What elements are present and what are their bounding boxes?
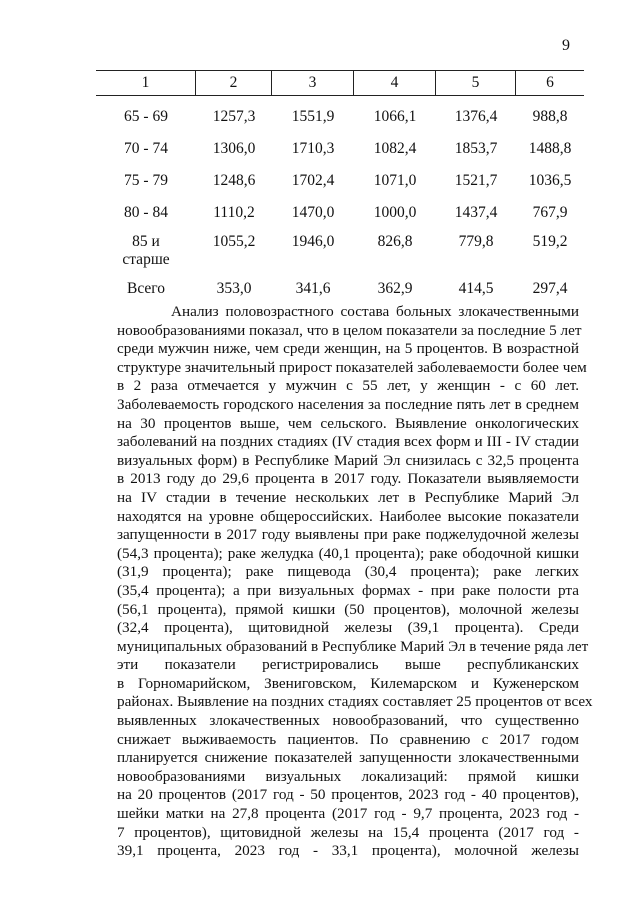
- paragraph-line: находятся на уровне общероссийских. Наиболее высокие показатели: [117, 507, 579, 525]
- age-group-cell: 75 - 79: [124, 172, 168, 189]
- paragraph-line: шейки матки на 27,8 процента (2017 год - 9,7 процента, 2023 год -: [117, 805, 579, 823]
- table-cell: 1702,4: [291, 172, 335, 189]
- paragraph-line: в 2013 году до 29,6 процента в 2017 году. Показатели выявляемости: [117, 470, 579, 488]
- table-cell: 1257,3: [212, 108, 256, 125]
- paragraph-line: выявленных злокачественных новообразований, что существенно: [117, 712, 579, 730]
- table-cell: 1110,2: [213, 204, 255, 221]
- column-header: 1: [96, 71, 196, 95]
- paragraph-line: (31,9 процента); раке пищевода (30,4 процента); раке легких: [117, 563, 579, 581]
- table-cell: 1248,6: [212, 172, 256, 189]
- paragraph-line: на 30 процентов выше, чем сельского. Выявление онкологических: [117, 414, 579, 432]
- table-cell: 1521,7: [454, 172, 498, 189]
- table-cell: 1551,9: [291, 108, 335, 125]
- table-cell: 826,8: [377, 233, 413, 250]
- table-cell: 1470,0: [291, 204, 335, 221]
- table-header-row: [96, 70, 584, 96]
- table-cell: 988,8: [532, 108, 568, 125]
- table-cell: 1036,5: [528, 172, 572, 189]
- table-cell: 767,9: [532, 204, 568, 221]
- incidence-table: [96, 70, 584, 297]
- table-cell: 1082,4: [373, 140, 417, 157]
- paragraph-line: (35,4 процента); а при визуальных формах - при раке полости рта: [117, 581, 579, 599]
- paragraph-line: (56,1 процента), прямой кишки (50 процентов), молочной железы: [117, 600, 579, 618]
- paragraph-line: районах. Выявление на поздних стадиях составляет 25 процентов от всех: [117, 693, 593, 711]
- table-cell: 1055,2: [212, 233, 256, 250]
- table-row: [96, 108, 584, 126]
- table-row: [96, 140, 584, 158]
- age-group-cell: Всего: [126, 280, 165, 297]
- column-header: 5: [436, 71, 516, 95]
- column-header: 3: [272, 71, 354, 95]
- table-cell: 779,8: [458, 233, 494, 250]
- table-cell: 353,0: [216, 280, 252, 297]
- table-cell: 1376,4: [454, 108, 498, 125]
- paragraph-line: заболеваний на поздних стадиях (IV стадия всех форм и III - IV стадии: [117, 433, 579, 451]
- column-header: 6: [546, 74, 554, 91]
- paragraph-line: Анализ половозрастного состава больных злокачественными: [171, 303, 579, 320]
- table-cell: 519,2: [532, 233, 568, 250]
- paragraph-line: эти показатели регистрировались выше республиканских: [117, 656, 579, 674]
- paragraph-line: на 20 процентов (2017 год - 50 процентов, 2023 год - 40 процентов),: [117, 786, 579, 804]
- table-cell: 1306,0: [212, 140, 256, 157]
- paragraph-line: (32,4 процента), щитовидной железы (39,1 процента). Среди: [117, 619, 579, 637]
- table-row: [96, 280, 584, 298]
- age-group-cell: 80 - 84: [124, 204, 168, 221]
- page-number: 9: [562, 37, 570, 54]
- table-row: [96, 233, 584, 269]
- table-cell: 414,5: [458, 280, 494, 297]
- paragraph-line: запущенности в 2017 году выявлены при раке поджелудочной железы: [117, 526, 579, 544]
- table-cell: 1710,3: [291, 140, 335, 157]
- paragraph-line: визуальных форм) в Республике Марий Эл снизилась с 32,5 процента: [117, 451, 579, 469]
- age-group-label-line2: старше: [122, 251, 170, 268]
- paragraph-line: снижает выживаемость пациентов. По сравнению с 2017 годом: [117, 730, 579, 748]
- table-cell: 362,9: [377, 280, 413, 297]
- age-group-cell: 70 - 74: [124, 140, 168, 157]
- table-row: [96, 204, 584, 222]
- column-header: 4: [354, 71, 436, 95]
- table-cell: 341,6: [295, 280, 331, 297]
- age-group-cell: 65 - 69: [124, 108, 168, 125]
- paragraph-line: 7 процентов), щитовидной железы на 15,4 процента (2017 год -: [117, 823, 579, 841]
- table-cell: 1437,4: [454, 204, 498, 221]
- table-cell: 297,4: [532, 280, 568, 297]
- paragraph-line: структуре значительный прирост показателей заболеваемости более чем: [117, 358, 587, 376]
- paragraph-line: Заболеваемость городского населения за последние пять лет в среднем: [117, 395, 579, 413]
- paragraph-line: 39,1 процента, 2023 год - 33,1 процента), молочной железы: [117, 842, 579, 860]
- paragraph-line: на IV стадии в течение нескольких лет в Республике Марий Эл: [117, 488, 579, 506]
- paragraph-line: новообразованиями показал, что в целом показатели за последние 5 лет: [117, 321, 582, 339]
- paragraph-line: муниципальных образований в Республике Марий Эл в течение ряда лет: [117, 637, 589, 655]
- age-group-cell: [96, 233, 196, 269]
- table-cell: 1000,0: [373, 204, 417, 221]
- age-group-label-line1: 85 и: [132, 233, 160, 250]
- table-cell: 1066,1: [373, 108, 417, 125]
- table-cell: 1488,8: [528, 140, 572, 157]
- paragraph-line: (54,3 процента); раке желудка (40,1 процента); раке ободочной кишки: [117, 544, 579, 562]
- paragraph-line: среди мужчин ниже, чем среди женщин, на 5 процентов. В возрастной: [117, 340, 579, 358]
- paragraph-line: в 2 раза отмечается у мужчин с 55 лет, у женщин - с 60 лет.: [117, 377, 579, 395]
- table-row: [96, 172, 584, 190]
- paragraph-line: новообразованиями визуальных локализаций: прямой кишки: [117, 767, 579, 785]
- table-cell: 1946,0: [291, 233, 335, 250]
- table-cell: 1853,7: [454, 140, 498, 157]
- paragraph-line: в Горномарийском, Звениговском, Килемарском и Куженерском: [117, 674, 579, 692]
- table-cell: 1071,0: [373, 172, 417, 189]
- column-header: 2: [196, 71, 272, 95]
- paragraph-line: планируется снижение показателей запущенности злокачественными: [117, 749, 579, 767]
- analysis-paragraph: [117, 303, 593, 861]
